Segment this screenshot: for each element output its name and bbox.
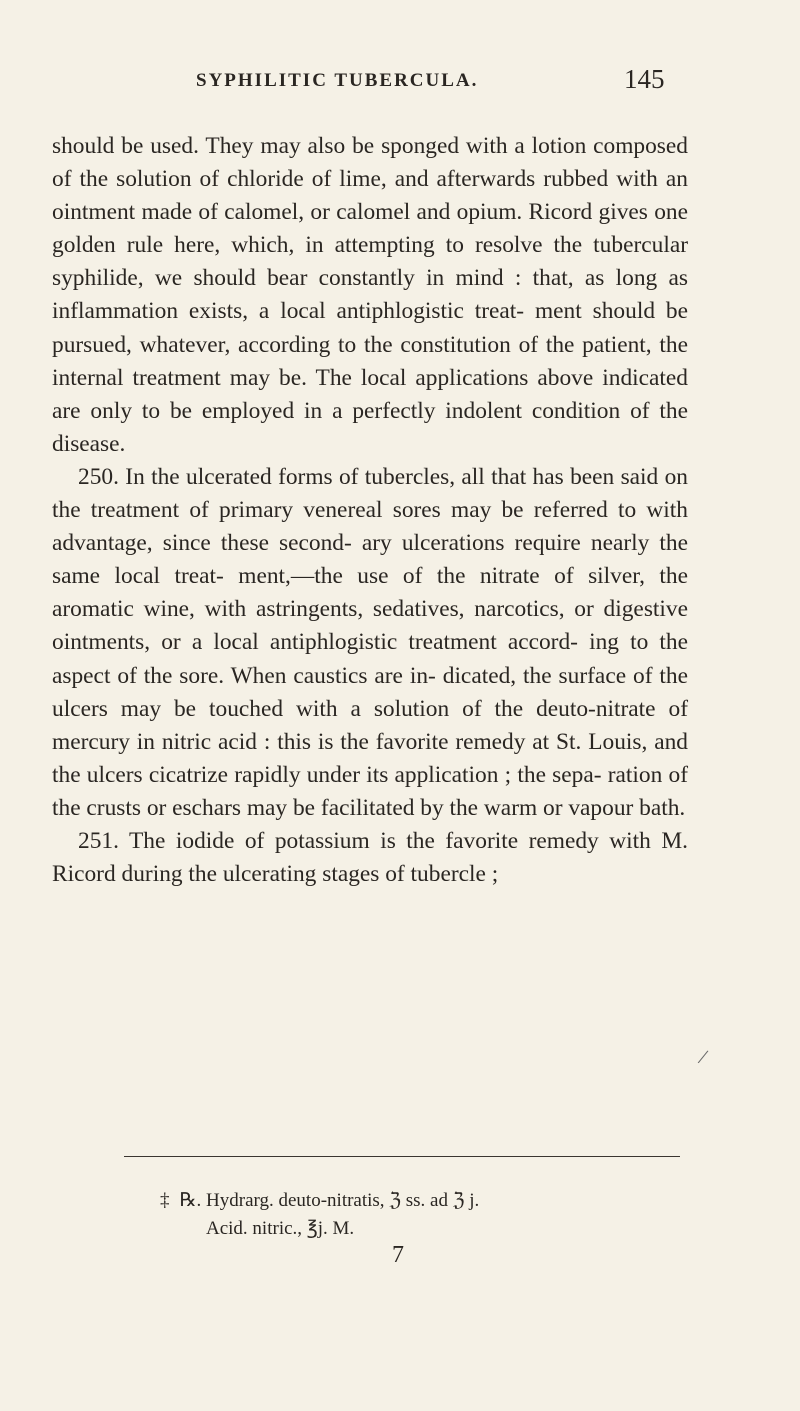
footnote-mark: ‡ — [160, 1190, 170, 1211]
paragraph-text: The iodide of potassium is the favorite remedy with M. Ricord during the ulcerating stages of tubercle ; — [52, 827, 688, 888]
margin-pen-mark: / — [696, 1043, 711, 1070]
paragraph-250 — [52, 461, 688, 825]
footnote-line-2: Acid. nitric., ℥j. M. — [206, 1218, 355, 1239]
paragraph-number: 250. — [78, 463, 119, 490]
paragraph-251 — [52, 825, 688, 891]
footnote-line-1: ℞. Hydrarg. deuto-nitratis, ℨ ss. ad ℨ j. — [179, 1190, 480, 1211]
signature-mark: 7 — [392, 1242, 404, 1268]
main-text — [52, 130, 688, 891]
footnote-divider — [124, 1156, 680, 1157]
page-number: 145 — [624, 64, 665, 94]
paragraph-text: In the ulcerated forms of tubercles, all that has been said on the treatment of primary venereal sores may be referred to with advantage, since these second- ary ulcerations require nearly the same local treat- ment,—the use of the nitrate of silver, the aromatic wine, with astringents, sedatives, narcotics, or digestive ointments, or a local antiphlogistic treatment accord- ing to the aspect of the sore. When caustics are in- dicated, the surface of the ulcers may be touched with a solution of the deuto-nitrate of mercury in nitric acid : this is the favorite remedy at St. Louis, and the ulcers cicatrize rapidly under its application ; the sepa- ration of the crusts or eschars may be facilitated by the warm or vapour bath. — [52, 463, 688, 821]
footnote — [160, 1187, 680, 1243]
paragraph-number: 251. — [78, 827, 119, 854]
paragraph-continued: should be used. They may also be sponged with a lotion composed of the solution of chloride of lime, and afterwards rubbed with an ointment made of calomel, or calomel and opium. Ricord gives one golden rule here, which, in attempting to resolve the tubercular syphilide, we should bear constantly in mind : that, as long as inflammation exists, a local antiphlogistic treat- ment should be pursued, whatever, according to the constitution of the patient, the internal treatment may be. The local applications above indicated are only to be employed in a perfectly indolent condition of the disease. — [52, 133, 688, 457]
running-title: SYPHILITIC TUBERCULA. — [196, 70, 479, 91]
